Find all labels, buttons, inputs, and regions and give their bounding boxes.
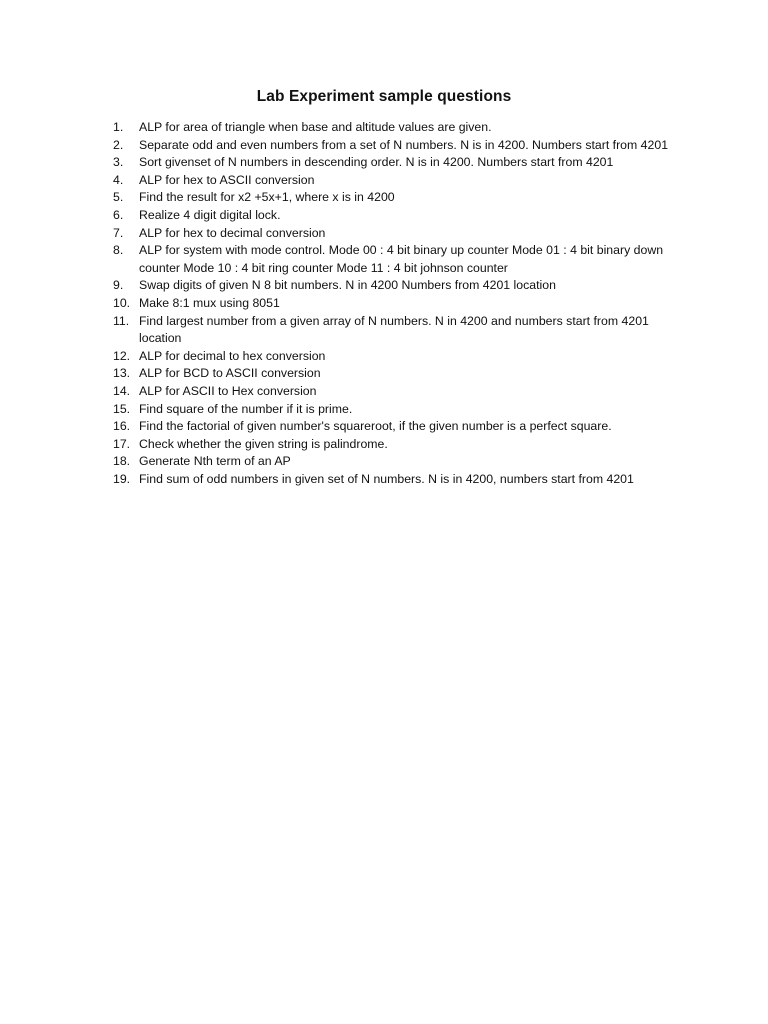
item-text: Sort givenset of N numbers in descending order. N is in 4200. Numbers start from 4201	[139, 155, 614, 170]
list-item	[113, 365, 683, 383]
item-number: 11.	[113, 313, 130, 328]
item-text: Generate Nth term of an AP	[139, 454, 291, 469]
item-number: 16.	[113, 419, 131, 434]
list-item	[113, 418, 683, 436]
item-number: 18.	[113, 454, 131, 469]
list-item	[113, 348, 683, 366]
list-item	[113, 207, 683, 225]
list-item	[113, 189, 683, 207]
item-text: Find largest number from a given array of N numbers. N in 4200 and numbers start from 4201 location	[139, 313, 649, 346]
item-number: 9.	[113, 278, 124, 293]
list-item	[113, 295, 683, 313]
item-text: Find the result for x2 +5x+1, where x is in 4200	[139, 190, 395, 205]
list-item	[113, 453, 683, 471]
item-text: Swap digits of given N 8 bit numbers. N in 4200 Numbers from 4201 location	[139, 278, 556, 293]
item-number: 8.	[113, 243, 124, 258]
item-text: ALP for area of triangle when base and altitude values are given.	[139, 120, 492, 134]
item-number: 6.	[113, 207, 124, 222]
item-text: Realize 4 digit digital lock.	[139, 207, 281, 222]
item-text: Find sum of odd numbers in given set of N numbers. N is in 4200, numbers start from 4201	[139, 471, 634, 486]
item-number: 1.	[113, 120, 124, 134]
item-text: ALP for decimal to hex conversion	[139, 348, 326, 363]
list-item	[113, 119, 683, 137]
item-number: 19.	[113, 471, 131, 486]
item-number: 15.	[113, 401, 131, 416]
list-item	[113, 172, 683, 190]
item-number: 13.	[113, 366, 131, 381]
list-item	[113, 137, 683, 155]
item-number: 10.	[113, 295, 131, 310]
item-number: 3.	[113, 155, 124, 170]
list-item	[113, 436, 683, 454]
item-text: Separate odd and even numbers from a set of N numbers. N is in 4200. Numbers start from 4201	[139, 137, 669, 152]
document-title: Lab Experiment sample questions	[256, 88, 512, 105]
item-text: ALP for ASCII to Hex conversion	[139, 383, 317, 398]
item-text: Check whether the given string is palindrome.	[139, 436, 388, 451]
list-item	[113, 383, 683, 401]
item-number: 17.	[113, 436, 131, 451]
list-item	[113, 277, 683, 295]
question-list	[113, 119, 683, 488]
item-number: 7.	[113, 225, 124, 240]
list-item	[113, 154, 683, 172]
item-text: ALP for system with mode control. Mode 00 : 4 bit binary up counter Mode 01 : 4 bit binary down counter Mode 10 : 4 bit ring counter Mode 11 : 4 bit johnson counter	[139, 243, 664, 275]
item-number: 12.	[113, 348, 131, 363]
list-item	[113, 401, 683, 419]
list-item	[113, 242, 683, 277]
list-item	[113, 471, 683, 489]
item-text: Find square of the number if it is prime.	[139, 401, 353, 416]
item-text: Find the factorial of given number's squareroot, if the given number is a perfect square.	[139, 419, 612, 434]
item-number: 5.	[113, 190, 124, 205]
list-item	[113, 225, 683, 243]
item-text: ALP for hex to decimal conversion	[139, 225, 326, 240]
item-number: 14.	[113, 383, 131, 398]
item-text: Make 8:1 mux using 8051	[139, 295, 280, 310]
item-text: ALP for BCD to ASCII conversion	[139, 366, 321, 381]
list-item	[113, 313, 683, 348]
item-number: 2.	[113, 137, 124, 152]
item-text: ALP for hex to ASCII conversion	[139, 172, 315, 187]
item-number: 4.	[113, 172, 124, 187]
